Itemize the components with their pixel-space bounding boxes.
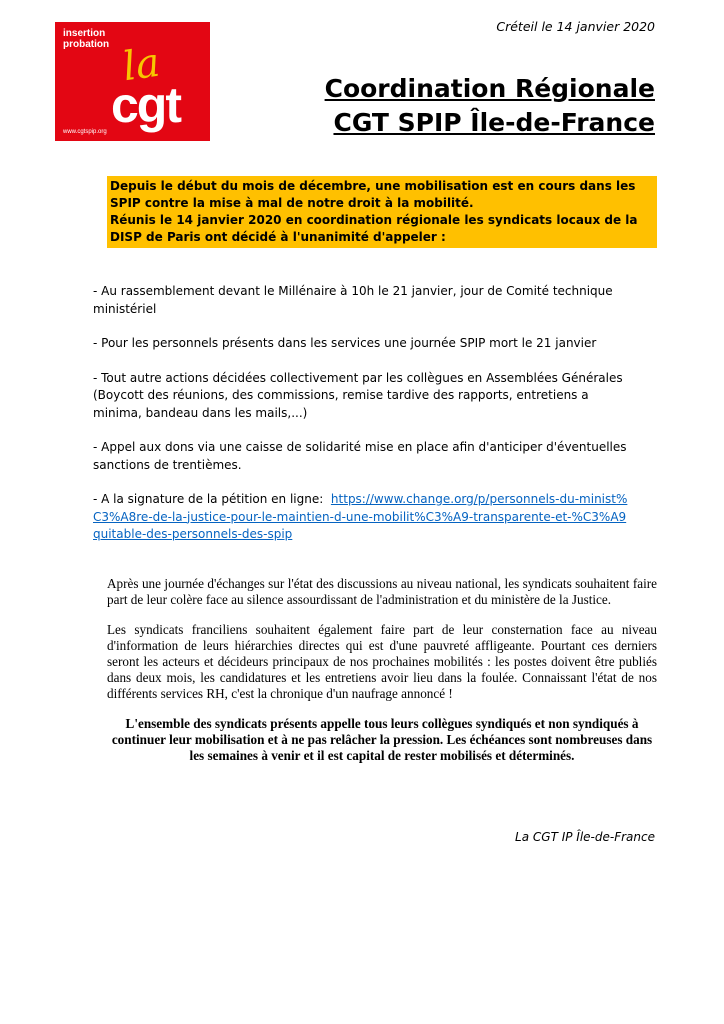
logo-url: www.cgtspip.org bbox=[63, 129, 107, 135]
cgt-logo bbox=[55, 22, 210, 141]
petition-link[interactable]: https://www.change.org/p/personnels-du-minist%C3%A8re-de-la-justice-pour-le-maintien-d-une-mobilit%C3%A9-transparente-et-%C3%A9quitable-des-personnels-des-spip bbox=[93, 492, 628, 541]
signature: La CGT IP Île-de-France bbox=[515, 830, 655, 844]
logo-la: la bbox=[119, 39, 163, 91]
document-date: Créteil le 14 janvier 2020 bbox=[496, 19, 655, 34]
paragraph-call: L'ensemble des syndicats présents appelle tous leurs collègues syndiqués et non syndiqués à continuer leur mobilisation et à ne pas relâcher la pression. Les échéances sont nombreuses dans les semaines à venir et il est capital de rester mobilisés et déterminés. bbox=[111, 716, 653, 763]
highlight-line-2: Réunis le 14 janvier 2020 en coordination régionale les syndicats locaux de la DISP de Paris ont décidé à l'unanimité d'appeler : bbox=[110, 213, 638, 244]
body-text bbox=[107, 576, 657, 778]
document-title bbox=[325, 72, 655, 140]
paragraph-2: Les syndicats franciliens souhaitent également faire part de leur consternation face au niveau d'information de leurs hiérarchies directes qui est d'une pauvreté affligeante. Pourtant ces derniers seront les acteurs et décideurs principaux de nos prochaines mobilités : les postes doivent être publiés dans deux mois, les candidatures et les entretiens avoir lieu dans la foulée. Connaissant l'état de nos différents services RH, c'est la chronique d'un naufrage annoncé ! bbox=[107, 622, 657, 701]
action-item: - Au rassemblement devant le Millénaire à 10h le 21 janvier, jour de Comité technique ministériel bbox=[93, 284, 613, 316]
petition-item bbox=[93, 491, 633, 544]
logo-line-probation: probation bbox=[63, 39, 110, 50]
petition-prefix: - A la signature de la pétition en ligne: bbox=[93, 492, 331, 506]
title-line-2: CGT SPIP Île-de-France bbox=[333, 108, 655, 137]
paragraph-1: Après une journée d'échanges sur l'état des discussions au niveau national, les syndicats souhaitent faire part de leur colère face au silence assourdissant de l'administration et du ministère de la Justice. bbox=[107, 576, 657, 607]
action-list bbox=[93, 283, 633, 561]
highlight-box bbox=[107, 176, 657, 248]
action-item: - Tout autre actions décidées collectivement par les collègues en Assemblées Générales (Boycott des réunions, des commissions, remise tardive des rapports, entretiens a minima, bandeau dans les mails,...) bbox=[93, 370, 623, 420]
action-item: - Pour les personnels présents dans les services une journée SPIP mort le 21 janvier bbox=[93, 336, 597, 350]
logo-subtitle bbox=[63, 28, 109, 50]
logo-cgt: cgt bbox=[111, 77, 180, 133]
logo-line-insertion: insertion bbox=[63, 28, 106, 39]
action-item: - Appel aux dons via une caisse de solidarité mise en place afin d'anticiper d'éventuelles sanctions de trentièmes. bbox=[93, 440, 627, 472]
highlight-line-1: Depuis le début du mois de décembre, une mobilisation est en cours dans les SPIP contre la mise à mal de notre droit à la mobilité. bbox=[110, 179, 636, 210]
title-line-1: Coordination Régionale bbox=[324, 74, 655, 103]
